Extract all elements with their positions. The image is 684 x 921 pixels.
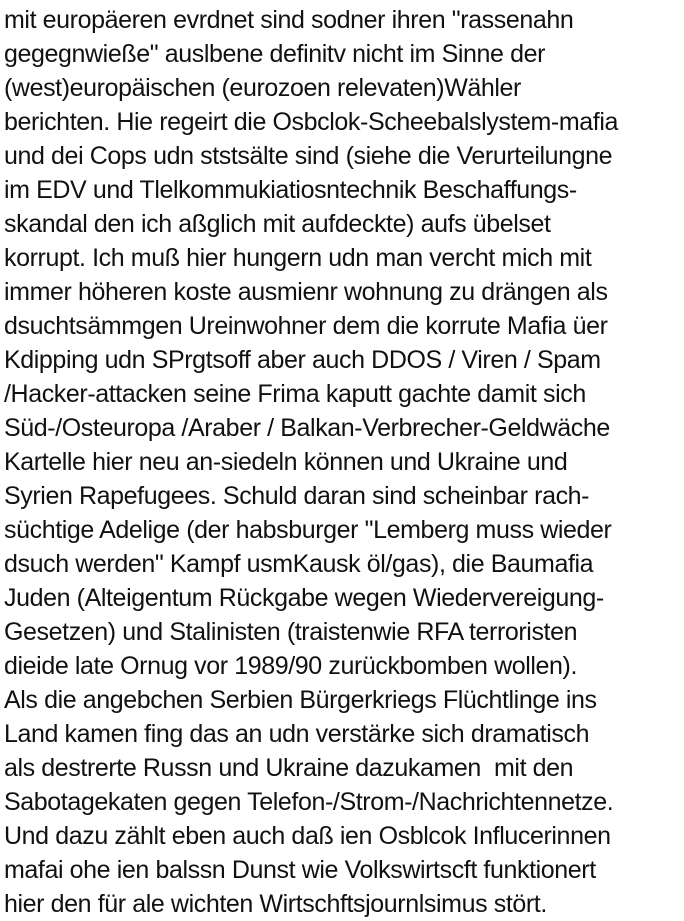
text-line: Kdipping udn SPrgtsoff aber auch DDOS / Viren / Spam <box>4 346 601 374</box>
text-line: /Hacker-attacken seine Frima kaputt gachte damit sich <box>4 380 586 408</box>
text-line: berichten. Hie regeirt die Osbclok-Scheebalslystem-mafia <box>4 108 618 136</box>
text-line: immer höheren koste ausmienr wohnung zu drängen als <box>4 278 608 306</box>
text-line: Sabotagekaten gegen Telefon-/Strom-/Nachrichtennetze. <box>4 788 614 816</box>
text-line: und dei Cops udn ststsälte sind (siehe die Verurteilungne <box>4 142 613 170</box>
text-line: Land kamen fing das an udn verstärke sich dramatisch <box>4 720 590 748</box>
text-line: hier den für ale wichten Wirtschftsjournlsimus stört. <box>4 890 547 918</box>
text-line: als destrerte Russn und Ukraine dazukamen mit den <box>4 754 574 782</box>
text-line: Und dazu zählt eben auch daß ien Osblcok Influcerinnen <box>4 822 611 850</box>
text-line: mit europäeren evrdnet sind sodner ihren "rassenahn <box>4 6 574 34</box>
text-line: im EDV und Tlelkommukiatiosntechnik Beschaffungs- <box>4 176 577 204</box>
text-line: Juden (Alteigentum Rückgabe wegen Wiedervereigung- <box>4 584 604 612</box>
text-line: Süd-/Osteuropa /Araber / Balkan-Verbrecher-Geldwäche <box>4 414 610 442</box>
text-line: dsuch werden" Kampf usmKausk öl/gas), die Baumafia <box>4 550 594 578</box>
text-line: Kartelle hier neu an-siedeln können und Ukraine und <box>4 448 568 476</box>
text-line: mafai ohe ien balssn Dunst wie Volkswirtscft funktionert <box>4 856 596 884</box>
text-line: korrupt. Ich muß hier hungern udn man vercht mich mit <box>4 244 592 272</box>
text-line: Als die angebchen Serbien Bürgerkriegs Flüchtlinge ins <box>4 686 597 714</box>
text-line: gegegnwieße" auslbene definitv nicht im Sinne der <box>4 40 546 68</box>
text-line: skandal den ich aßglich mit aufdeckte) aufs übelset <box>4 210 551 238</box>
text-line: dieide late Ornug vor 1989/90 zurückbomben wollen). <box>4 652 578 680</box>
text-line: (west)europäischen (eurozoen relevaten)Wähler <box>4 74 521 102</box>
text-line: Syrien Rapefugees. Schuld daran sind scheinbar rach- <box>4 482 590 510</box>
text-line: dsuchtsämmgen Ureinwohner dem die korrute Mafia üer <box>4 312 608 340</box>
text-line: süchtige Adelige (der habsburger "Lemberg muss wieder <box>4 516 612 544</box>
text-line: Gesetzen) und Stalinisten (traistenwie RFA terroristen <box>4 618 578 646</box>
